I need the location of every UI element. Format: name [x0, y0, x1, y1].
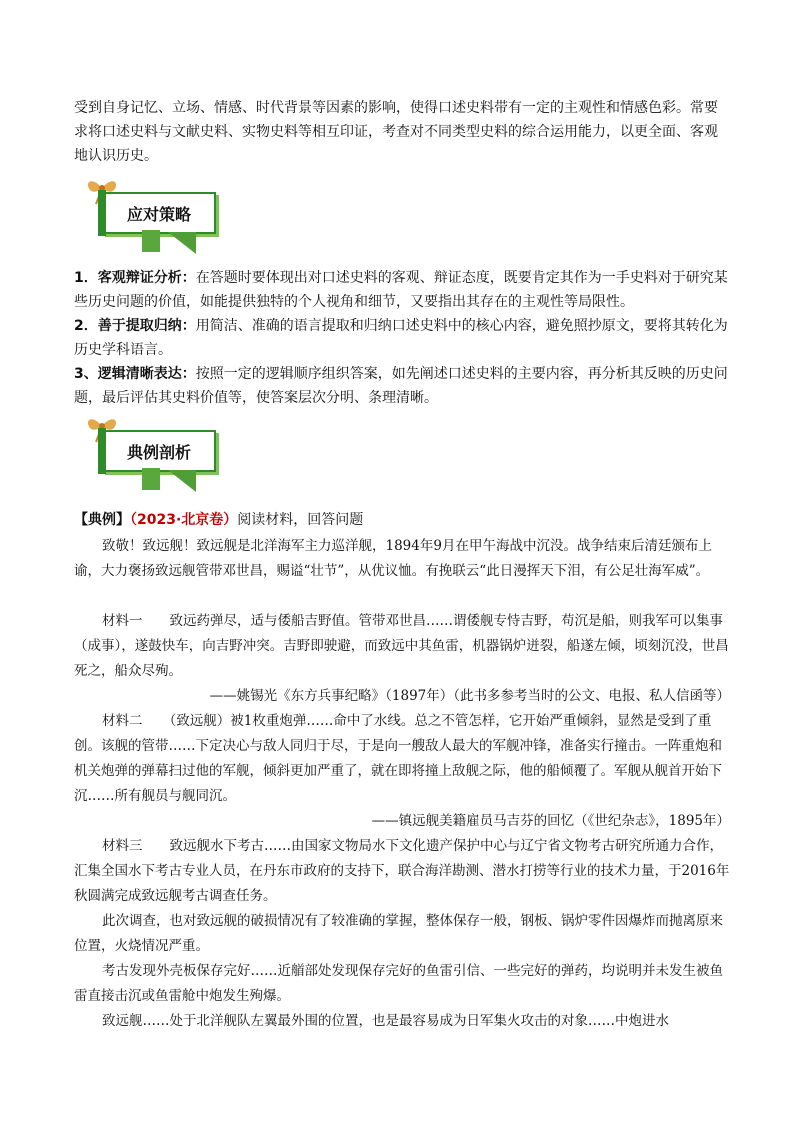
example-header	[74, 508, 730, 532]
strategy-text: 按照一定的逻辑顺序组织答案，如先阐述口述史料的主要内容，再分析其反映的历史问题，最后评估其史料价值等，使答案层次分明、条理清晰。	[74, 366, 728, 406]
section-badge-strategy	[78, 176, 238, 258]
badge-tag	[142, 230, 160, 252]
strategy-label: 3、逻辑清晰表达：	[74, 366, 196, 382]
badge-flag	[168, 232, 196, 254]
strategy-item-1	[74, 266, 730, 314]
material-2: 材料二 （致远舰）被1枚重炮弹……命中了水线。总之不管怎样，它开始严重倾斜，显然是受到了重创。该舰的管带……下定决心与敌人同归于尽，于是向一艘敌人最大的军舰冲锋，准备实行撞击。一阵重炮和机关炮弹的弹幕扫过他的军舰，倾斜更加严重了，就在即将撞上敌舰之际，他的船倾覆了。军舰从舰首开始下沉……所有舰员与舰同沉。	[74, 713, 722, 804]
badge-flag	[168, 470, 196, 492]
strategy-text: 用简洁、准确的语言提取和归纳口述史料中的核心内容，避免照抄原文，要将其转化为历史学科语言。	[74, 318, 728, 358]
example-intro: 致敬！致远舰！致远舰是北洋海军主力巡洋舰，1894年9月在甲午海战中沉没。战争结束后清廷颁布上谕，大力褒扬致远舰管带邓世昌，赐谥“壮节”，从优议恤。有挽联云“此日漫挥天下泪，有公足壮海军威”。	[74, 538, 712, 579]
section-badge-example	[78, 414, 238, 496]
intro-paragraph: 受到自身记忆、立场、情感、时代背景等因素的影响，使得口述史料带有一定的主观性和情感色彩。常要求将口述史料与文献史料、实物史料等相互印证，考查对不同类型史料的综合运用能力，以更全面、客观地认识历史。	[74, 100, 718, 164]
material-3-para-3: 考古发现外壳板保存完好……近艏部处发现保存完好的鱼雷引信、一些完好的弹药，均说明并未发生被鱼雷直接击沉或鱼雷舱中炮发生殉爆。	[74, 963, 723, 1004]
example-prompt: 阅读材料，回答问题	[237, 512, 364, 528]
strategy-item-3	[74, 362, 730, 410]
material-2-source: ——镇远舰美籍雇员马吉芬的回忆（《世纪杂志》，1895年）	[371, 813, 730, 829]
material-1-source: ——姚锡光《东方兵事纪略》（1897年）（此书多参考当时的公文、电报、私人信函等）	[209, 688, 730, 704]
material-3-para-4: 致远舰……处于北洋舰队左翼最外围的位置，也是最容易成为日军集火攻击的对象……中炮进水	[102, 1013, 669, 1029]
strategy-label: 2．善于提取归纳：	[74, 318, 196, 334]
badge-tag	[142, 468, 160, 490]
material-3-para-2: 此次调查，也对致远舰的破损情况有了较准确的掌握，整体保存一般，钢板、锅炉零件因爆炸而抛离原来位置，火烧情况严重。	[74, 913, 723, 954]
strategy-text: 在答题时要体现出对口述史料的客观、辩证态度，既要肯定其作为一手史料对于研究某些历史问题的价值，如能提供独特的个人视角和细节，又要指出其存在的主观性等局限性。	[74, 270, 728, 310]
strategy-item-2	[74, 314, 730, 362]
section-title-strategy: 应对策略	[102, 192, 216, 234]
strategy-label: 1．客观辩证分析：	[74, 270, 196, 286]
example-source: （2023·北京卷）	[130, 512, 238, 528]
example-tag: 【典例】	[74, 512, 130, 528]
material-1: 材料一 致远药弹尽，适与倭船吉野值。管带邓世昌……谓倭舰专恃吉野，苟沉是船，则我军可以集事（成事），遂鼓快车，向吉野冲突。吉野即驶避，而致远中其鱼雷，机器锅炉迸裂，船遂左倾，顷刻沉没，世昌死之，船众尽殉。	[74, 613, 729, 679]
section-title-example: 典例剖析	[102, 430, 216, 472]
material-3: 材料三 致远舰水下考古……由国家文物局水下文化遗产保护中心与辽宁省文物考古研究所通力合作，汇集全国水下考古专业人员，在丹东市政府的支持下，联合海洋勘测、潜水打捞等行业的技术力量，于2016年秋圆满完成致远舰考古调查任务。	[74, 838, 730, 904]
